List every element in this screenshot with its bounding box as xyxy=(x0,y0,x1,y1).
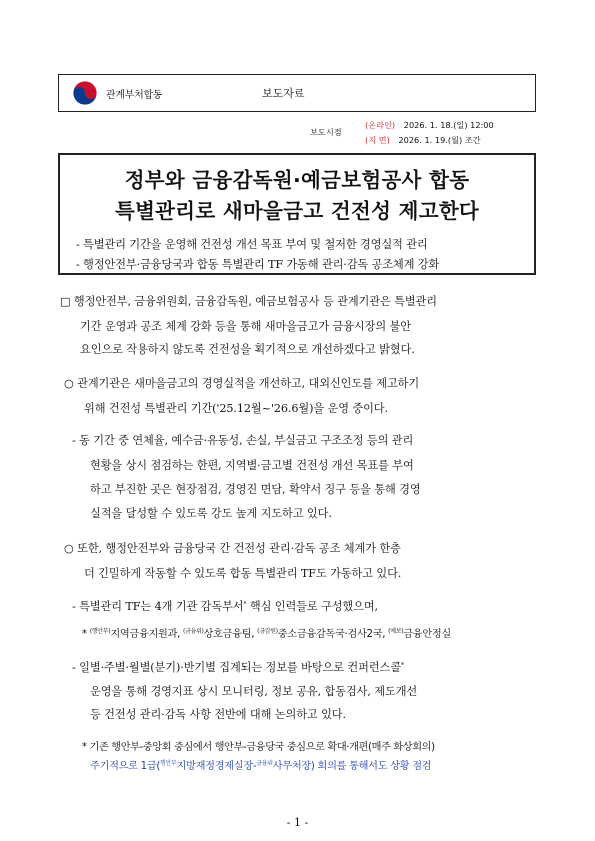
paragraph-2-line-2: 위해 건전성 특별관리 기간('25.12월~'26.6월)을 운영 중이다. xyxy=(84,402,388,415)
headline-line-1: 정부와 금융감독원·예금보험공사 합동 xyxy=(124,168,470,192)
footnote-1 xyxy=(82,625,451,640)
paragraph-4-line-2: 더 긴밀하게 작동할 수 있도록 합동 특별관리 TF도 가동하고 있다. xyxy=(84,567,402,580)
paragraph-6-line-3: 등 건전성 관리·감독 사항 전반에 대해 논의하고 있다. xyxy=(90,708,346,721)
paragraph-1-line-1: □ 행정안전부, 금융위원회, 금융감독원, 예금보험공사 등 관계기관은 특별관리 xyxy=(60,295,437,308)
subheadline-1: - 특별관리 기간을 운영해 건전성 개선 목표 부여 및 철저한 경영실적 관리 xyxy=(76,238,428,251)
footnote-2-part-b: 지방재정경제실장- xyxy=(176,761,257,772)
footnote-2-line-2 xyxy=(90,757,431,772)
footnote-2-line-1: * 기존 행안부-중앙회 중심에서 행안부-금융당국 중심으로 확대·개편(매주 화상회의) xyxy=(82,742,435,753)
footnote-2-tag-1: 행안부 xyxy=(160,760,177,767)
page-number: - 1 - xyxy=(286,816,309,829)
footnote-1-item-2: 상호금융팀, xyxy=(203,629,258,640)
release-label: 보도시점 xyxy=(310,127,342,137)
footnote-marker-2: * xyxy=(400,662,404,669)
paragraph-4-line-1: ○ 또한, 행정안전부와 금융당국 간 건전성 관리·감독 공조 체계가 한층 xyxy=(64,542,401,555)
online-tag: (온라인) xyxy=(365,120,396,130)
paragraph-5-text: - 특별관리 TF는 4개 기관 감독부서 xyxy=(72,600,244,613)
paragraph-2-line-1: ○ 관계기관은 새마을금고의 경영실적을 개선하고, 대외신인도를 제고하기 xyxy=(64,377,420,390)
subheadline-2: - 행정안전부·금융당국과 합동 특별관리 TF 가동해 관리·감독 공조체계 강화 xyxy=(76,258,440,271)
paragraph-3-line-4: 실적을 달성할 수 있도록 강도 높게 지도하고 있다. xyxy=(90,507,332,520)
footnote-1-item-3: 중소금융감독국·검사2국, xyxy=(277,629,389,640)
online-time: 2026. 1. 18.(일) 12:00 xyxy=(403,120,494,130)
print-time: 2026. 1. 19.(월) 조간 xyxy=(398,135,481,145)
paragraph-1-line-2: 기간 운영과 공조 체계 강화 등을 통해 새마을금고가 금융시장의 불안 xyxy=(80,320,411,333)
government-emblem-icon xyxy=(72,80,98,106)
paragraph-3-line-3: 하고 부진한 곳은 현장점검, 경영진 면담, 확약서 징구 등을 통해 경영 xyxy=(90,483,421,496)
release-online xyxy=(365,118,494,133)
footnote-marker: * xyxy=(243,601,247,608)
release-print xyxy=(365,133,481,148)
footnote-2-tag-2: 금융위 xyxy=(256,760,273,767)
footnote-1-item-4: 금융안정실 xyxy=(403,629,451,640)
footnote-1-tag-3: (금감원) xyxy=(257,628,278,635)
paragraph-3-line-2: 현황을 상시 점검하는 한편, 지역별·금고별 건전성 개선 목표를 부여 xyxy=(90,459,414,472)
paragraph-1-line-3: 요인으로 작용하지 않도록 건전성을 획기적으로 개선하겠다고 밝혔다. xyxy=(80,343,415,356)
paragraph-5 xyxy=(72,598,378,614)
footnote-2-part-a: 주기적으로 1급( xyxy=(90,761,161,772)
footnote-2-part-c: 사무처장) 회의를 통해서도 상황 점검 xyxy=(272,761,432,772)
footnote-1-star: * xyxy=(82,629,87,640)
footnote-1-tag-2: (금융위) xyxy=(183,628,204,635)
print-tag: (지 면) xyxy=(365,135,390,145)
footnote-1-tag-4: (예보) xyxy=(388,628,404,635)
paragraph-6-text: - 일별·주별·월별(분기)·반기별 집계되는 정보를 바탕으로 컨퍼런스콜 xyxy=(72,661,401,674)
headline-line-2: 특별관리로 새마을금고 건전성 제고한다 xyxy=(114,199,480,223)
footnote-1-item-1: 지역금융지원과, xyxy=(110,629,183,640)
paragraph-6-line-2: 운영을 통해 경영지표 상시 모니터링, 정보 공유, 합동검사, 제도개선 xyxy=(90,685,418,698)
department-name: 관계부처합동 xyxy=(106,90,163,101)
footnote-1-tag-1: (행안부) xyxy=(89,628,111,635)
paragraph-3-line-1: - 동 기간 중 연체율, 예수금·유동성, 손실, 부실금고 구조조정 등의 관리 xyxy=(72,434,414,447)
paragraph-5-rest: 핵심 인력들로 구성했으며, xyxy=(246,600,379,613)
document-type: 보도자료 xyxy=(262,87,305,100)
paragraph-6-line-1 xyxy=(72,659,404,675)
